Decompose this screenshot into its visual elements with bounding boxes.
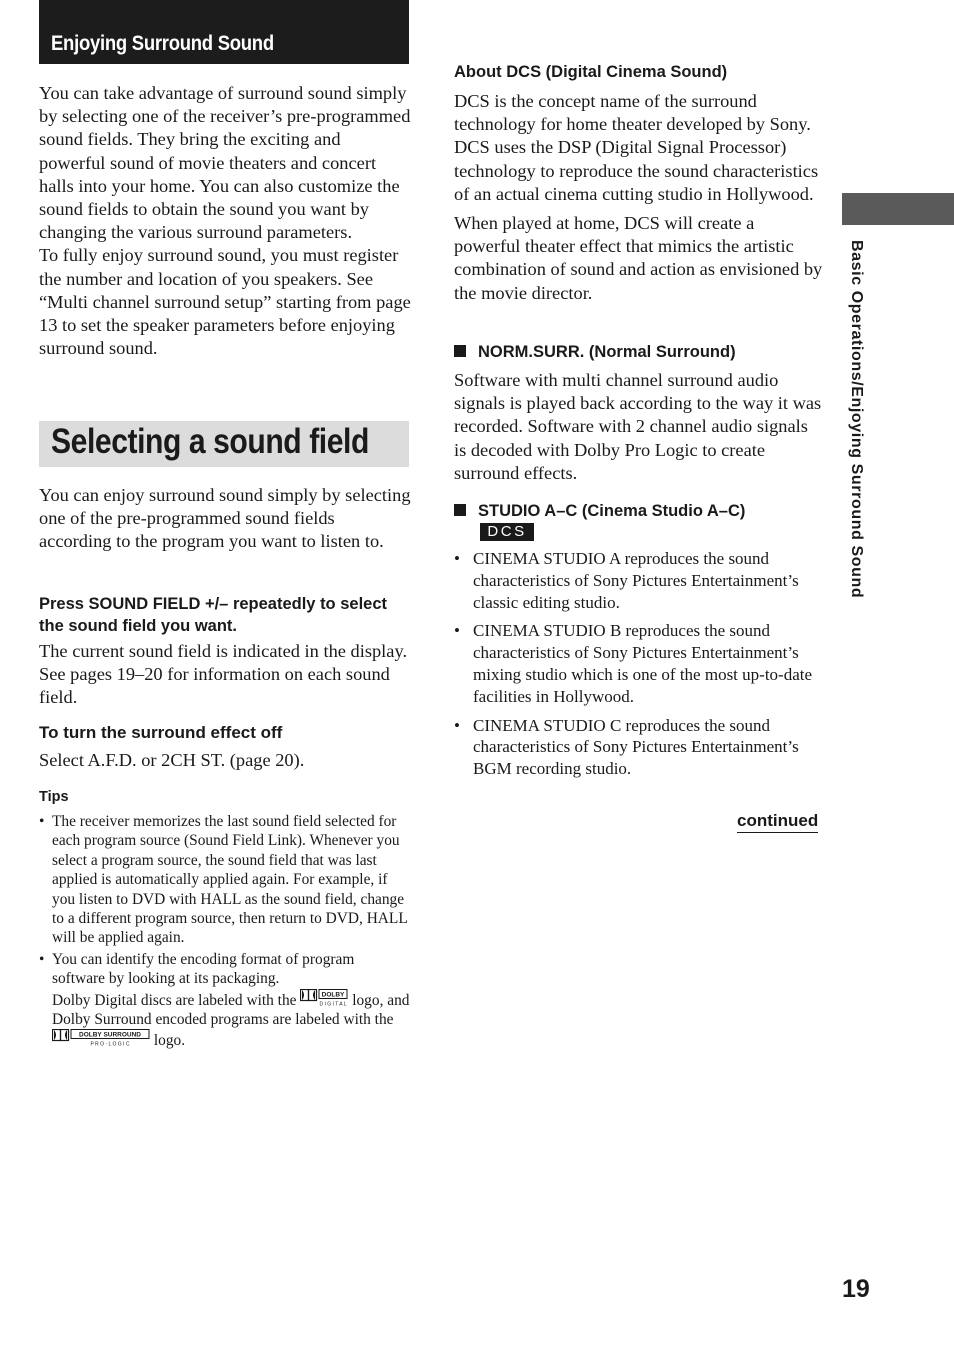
turn-off-body: Select A.F.D. or 2CH ST. (page 20). (39, 750, 305, 770)
bullet: • (39, 813, 45, 830)
instruction-heading: Press SOUND FIELD +/– repeatedly to select the sound field you want. (39, 595, 388, 635)
logo-text: DOLBY (321, 991, 345, 999)
list-item (454, 548, 829, 613)
instruction-body: The current sound field is indicated in the display. See pages 19–20 for information on each sound field. (39, 641, 408, 708)
turn-off-heading: To turn the surround effect off (39, 723, 283, 742)
about-paragraph-1: DCS is the concept name of the surround technology for home theater developed by Sony. DCS uses the DSP (Digital Signal Processor) technology to reproduce the sound characteristics of an actual cinema cutting studio in Hollywood. (454, 91, 819, 204)
list-item-text: CINEMA STUDIO A reproduces the sound characteristics of Sony Pictures Entertainment’s classic editing studio. (473, 549, 799, 612)
intro-paragraph-2: To fully enjoy surround sound, you must register the number and location of you speakers. See “Multi channel surround setup” starting from page 13 to set the speaker parameters before enjoying surround sound. (39, 245, 411, 359)
tip-text: You can identify the encoding format of program software by looking at its packaging. (52, 950, 355, 988)
tip-text: Dolby Digital discs are labeled with the (52, 991, 297, 1009)
studio-list (454, 548, 829, 787)
tip-text: logo. (153, 1032, 186, 1050)
norm-surr-heading (454, 343, 736, 362)
section-title-bar (39, 0, 409, 64)
side-tab-label: Basic Operations/Enjoying Surround Sound (848, 240, 865, 599)
dolby-digital-logo-icon (300, 989, 348, 1007)
tip-text: logo, and Dolby Surround encoded programs are labeled with the (52, 991, 410, 1029)
dolby-surround-logo-icon (52, 1029, 150, 1047)
bullet: • (454, 549, 460, 568)
intro-text (39, 82, 411, 360)
logo-text: P R O · L O G I C (90, 1041, 130, 1048)
square-bullet-icon (454, 345, 466, 357)
list-item-text: CINEMA STUDIO C reproduces the sound characteristics of Sony Pictures Entertainment’s BGM recording studio. (473, 715, 799, 779)
side-tab-bar (842, 193, 954, 225)
bullet: • (39, 950, 45, 968)
about-dcs-body (454, 90, 824, 311)
square-bullet-icon (454, 504, 466, 516)
about-dcs-heading: About DCS (Digital Cinema Sound) (454, 63, 728, 81)
continued-label: continued (737, 811, 818, 833)
page-heading: Selecting a sound field (51, 422, 369, 461)
tips-heading: Tips (39, 789, 69, 805)
bullet: • (454, 715, 460, 735)
select-body: You can enjoy surround sound simply by selecting one of the pre-programmed sound fields according to the program you want to listen to. (39, 485, 411, 552)
norm-surr-body: Software with multi channel surround audio signals is played back according to the way it was recorded. Software with 2 channel audio signals is decoded with Dolby Pro Logic to create surround effects. (454, 370, 822, 483)
section-title: Enjoying Surround Sound (51, 32, 274, 55)
tip-item (39, 812, 411, 948)
list-item (454, 715, 829, 780)
bullet: • (454, 621, 460, 641)
list-item-text: CINEMA STUDIO B reproduces the sound characteristics of Sony Pictures Entertainment’s mixing studio which is one of the most up-to-date facilities in Hollywood. (473, 621, 813, 706)
studio-title: STUDIO A–C (Cinema Studio A–C) (478, 502, 746, 520)
norm-surr-title: NORM.SURR. (Normal Surround) (478, 343, 736, 361)
intro-paragraph-1: You can take advantage of surround sound simply by selecting one of the receiver’s pre-programmed sound fields. They bring the exciting and powerful sound of movie theaters and concert halls into your home. You can also customize the sound fields to obtain the sound you want by changing the various surround parameters. (39, 83, 411, 243)
tip-item (39, 950, 411, 1051)
logo-text: D I G I T A L (319, 1001, 347, 1007)
page-number: 19 (842, 1275, 870, 1303)
list-item (454, 620, 829, 707)
heading-bar (39, 421, 409, 467)
dcs-badge: DCS (480, 523, 534, 541)
about-paragraph-2: When played at home, DCS will create a powerful theater effect that mimics the artistic combination of sound and action as envisioned by the movie director. (454, 213, 823, 303)
tips-list (39, 812, 411, 1053)
logo-text: DOLBY SURROUND (79, 1031, 141, 1039)
tip-text: The receiver memorizes the last sound field selected for each program source (Sound Field Link). Whenever you select a program source, the sound field that was last applied is automatically applied again. For example, if you listen to DVD with HALL as the sound field, change to a different program source, then return to DVD, HALL will be applied again. (52, 813, 408, 947)
studio-heading (454, 500, 745, 522)
